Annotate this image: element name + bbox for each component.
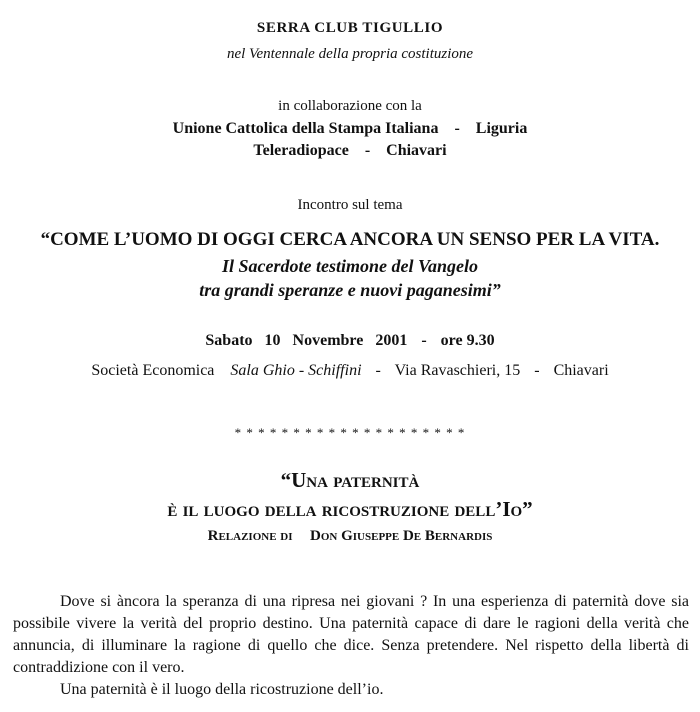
partner-1-name: Unione Cattolica della Stampa Italiana bbox=[172, 120, 439, 137]
date-year: 2001 bbox=[375, 332, 408, 349]
date-month: Novembre bbox=[292, 332, 364, 349]
relation-label: Relazione di bbox=[207, 528, 293, 544]
theme-title: “COME L’UOMO DI OGGI CERCA ANCORA UN SENSO PER LA VITA. bbox=[40, 229, 660, 250]
partner-2-name: Teleradiopace bbox=[253, 142, 349, 159]
event-date bbox=[0, 332, 700, 350]
theme-line-2: Il Sacerdote testimone del Vangelo bbox=[222, 256, 478, 276]
body-paragraph-2: Una paternità è il luogo della ricostruzione dell’io. bbox=[60, 681, 384, 698]
venue-sep-1: - bbox=[375, 362, 381, 379]
venue-sep-2: - bbox=[534, 362, 540, 379]
body-paragraph-1: Dove si àncora la speranza di una ripresa nei giovani ? In una esperienza di paternità dove sia possibile vivere la verità del proprio destino. Una paternità capace di dare le ragioni della verità che annuncia, di illuminare la ragione di quello che dice. Senza pretendere. Nel rispetto della libertà di contraddizione con il vero. bbox=[13, 593, 689, 676]
date-day: Sabato bbox=[205, 332, 253, 349]
theme-line-3: tra grandi speranze e nuovi paganesimi” bbox=[199, 280, 501, 300]
venue-hall: Sala Ghio - Schiffini bbox=[230, 362, 362, 379]
talk-speaker-line bbox=[0, 528, 700, 545]
talk-title-1: “Una paternità bbox=[280, 468, 420, 492]
talk-title-2: è il luogo della ricostruzione dell’Io” bbox=[167, 497, 533, 521]
collab-intro: in collaborazione con la bbox=[278, 98, 422, 114]
partner-1 bbox=[0, 120, 700, 138]
body-text bbox=[13, 591, 689, 701]
theme-intro: Incontro sul tema bbox=[297, 197, 403, 213]
partner-2-sep: - bbox=[364, 142, 371, 159]
date-num: 10 bbox=[264, 332, 281, 349]
venue-city: Chiavari bbox=[553, 362, 609, 379]
org-name: SERRA CLUB TIGULLIO bbox=[256, 20, 444, 36]
star-divider: * * * * * * * * * * * * * * * * * * * * bbox=[234, 425, 466, 440]
venue-org: Società Economica bbox=[91, 362, 215, 379]
partner-2 bbox=[0, 142, 700, 160]
partner-1-sep: - bbox=[454, 120, 460, 137]
date-sep: - bbox=[421, 332, 427, 349]
speaker-name: Don Giuseppe De Bernardis bbox=[310, 528, 493, 544]
event-venue bbox=[0, 362, 700, 380]
org-subtitle: nel Ventennale della propria costituzione bbox=[226, 46, 474, 62]
partner-1-place: Liguria bbox=[475, 120, 528, 137]
partner-2-place: Chiavari bbox=[386, 142, 447, 159]
event-time: ore 9.30 bbox=[440, 332, 495, 349]
venue-address: Via Ravaschieri, 15 bbox=[394, 362, 521, 379]
